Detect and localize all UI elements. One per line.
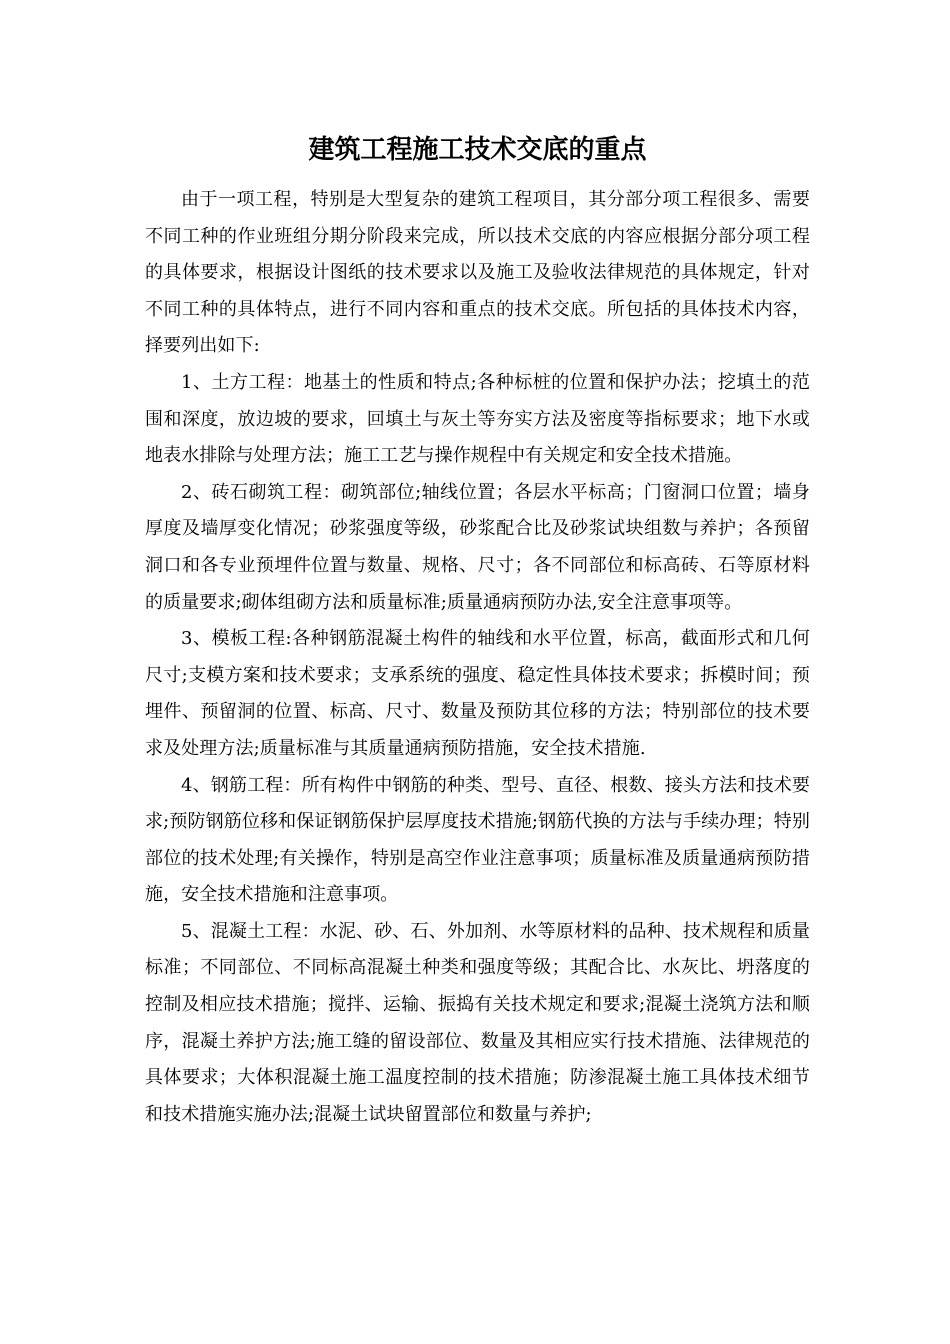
paragraph-formwork: 3、模板工程:各种钢筋混凝土构件的轴线和水平位置，标高，截面形式和几何尺寸;支模方案和技术要求；支承系统的强度、稳定性具体技术要求；拆模时间；预埋件、预留洞的位置、标高、尺寸、数量及预防其位移的方法；特别部位的技术要求及处理方法;质量标准与其质量通病预防措施，安全技术措施. — [145, 628, 810, 759]
paragraph-concrete: 5、混凝土工程：水泥、砂、石、外加剂、水等原材料的品种、技术规程和质量标准；不同部位、不同标高混凝土种类和强度等级；其配合比、水灰比、坍落度的控制及相应技术措施；搅拌、运输、振捣有关技术规定和要求;混凝土浇筑方法和顺序，混凝土养护方法;施工缝的留设部位、数量及其相应实行技术措施、法律规范的具体要求；大体积混凝土施工温度控制的技术措施；防渗混凝土施工具体技术细节和技术措施实施办法;混凝土试块留置部位和数量与养护; — [145, 920, 810, 1125]
paragraph-rebar: 4、钢筋工程：所有构件中钢筋的种类、型号、直径、根数、接头方法和技术要求;预防钢筋位移和保证钢筋保护层厚度技术措施;钢筋代换的方法与手续办理；特别部位的技术处理;有关操作，特别是高空作业注意事项；质量标准及质量通病预防措施，安全技术措施和注意事项。 — [145, 774, 810, 906]
paragraph-masonry: 2、砖石砌筑工程：砌筑部位;轴线位置；各层水平标高；门窗洞口位置；墙身厚度及墙厚变化情况；砂浆强度等级，砂浆配合比及砂浆试块组数与养护；各预留洞口和各专业预埋件位置与数量、规格、尺寸；各不同部位和标高砖、石等原材料的质量要求;砌体组砌方法和质量标准;质量通病预防办法,安全注意事项等。 — [145, 481, 810, 613]
document-title: 建筑工程施工技术交底的重点 — [308, 135, 647, 165]
paragraph-earthwork: 1、土方工程：地基土的性质和特点;各种标桩的位置和保护办法；挖填土的范围和深度，放边坡的要求，回填土与灰土等夯实方法及密度等指标要求；地下水或地表水排除与处理方法；施工工艺与操作规程中有关规定和安全技术措施。 — [145, 371, 810, 467]
paragraph-intro: 由于一项工程，特别是大型复杂的建筑工程项目，其分部分项工程很多、需要不同工种的作业班组分期分阶段来完成，所以技术交底的内容应根据分部分项工程的具体要求，根据设计图纸的技术要求以及施工及验收法律规范的具体规定，针对不同工种的具体特点，进行不同内容和重点的技术交底。所包括的具体技术内容，择要列出如下: — [145, 189, 810, 357]
document-page — [145, 130, 810, 1133]
